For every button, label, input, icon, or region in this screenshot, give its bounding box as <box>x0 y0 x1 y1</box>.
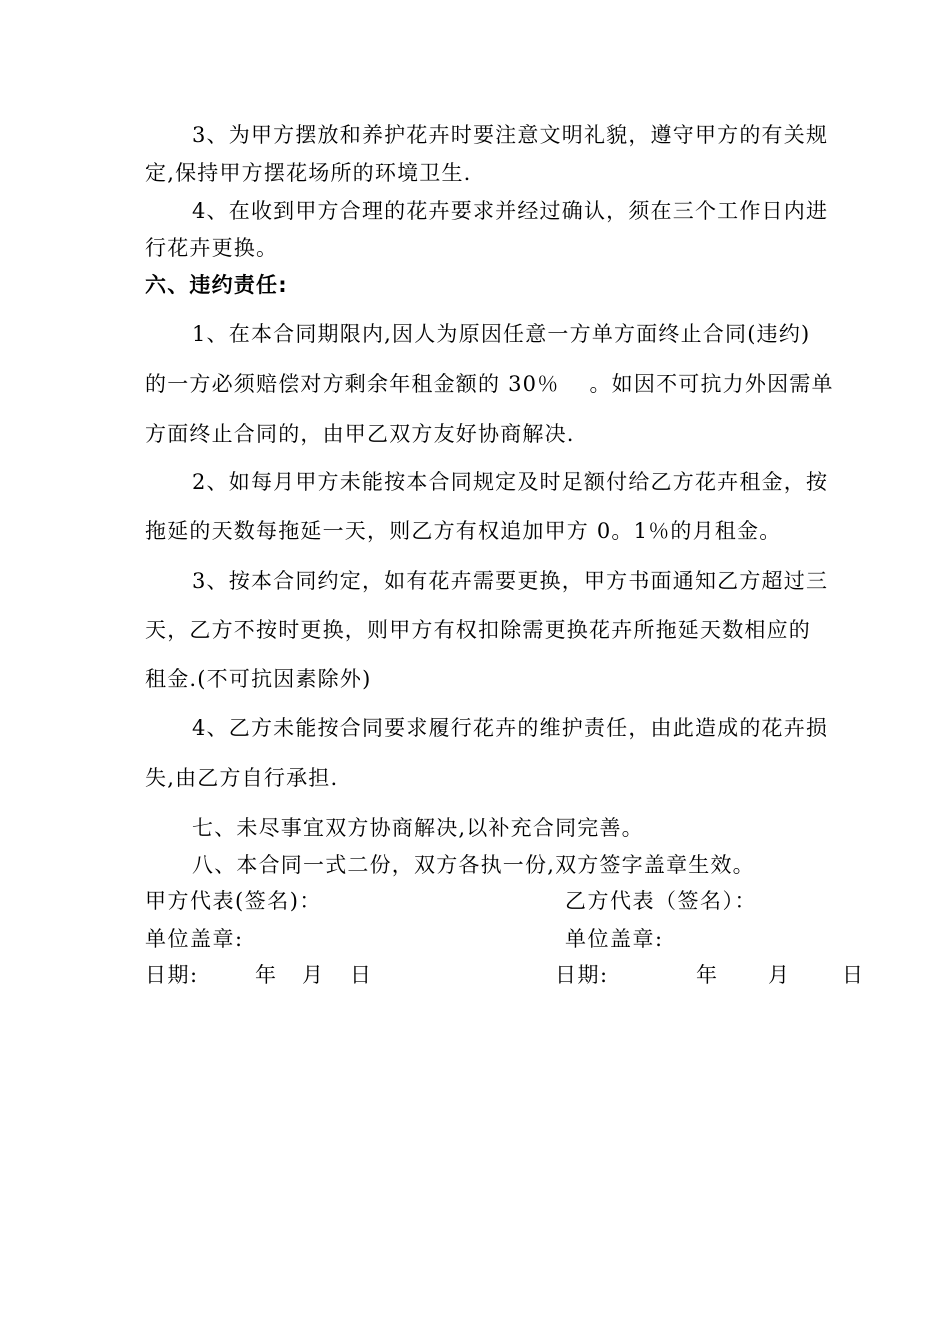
section6-item1-line2: 的一方必须赔偿对方剩余年租金额的 30％ 。如因不可抗力外因需单 <box>145 372 834 396</box>
party-a-seal-label: 单位盖章: <box>145 927 244 951</box>
section6-item2-line2: 拖延的天数每拖延一天，则乙方有权追加甲方 0。1％的月租金。 <box>145 519 782 543</box>
section5-item4-line1: 4、在收到甲方合理的花卉要求并经过确认，须在三个工作日内进 <box>192 199 829 223</box>
section7-text: 七、未尽事宜双方协商解决,以补充合同完善。 <box>192 816 644 840</box>
party-a-representative-label: 甲方代表(签名)： <box>145 889 322 913</box>
section6-item3-line3: 租金.(不可抗因素除外) <box>145 667 372 691</box>
party-b-representative-label: 乙方代表（签名）： <box>565 889 757 913</box>
section6-item2-line1: 2、如每月甲方未能按本合同规定及时足额付给乙方花卉租金，按 <box>192 470 829 494</box>
party-b-date-month: 月 <box>768 963 791 987</box>
section8-text: 八、本合同一式二份，双方各执一份,双方签字盖章生效。 <box>192 853 755 877</box>
section6-item1-line3: 方面终止合同的，由甲乙双方友好协商解决. <box>145 422 575 446</box>
party-b-seal-label: 单位盖章: <box>565 927 664 951</box>
party-a-date-day: 日 <box>350 963 373 987</box>
party-a-date-label: 日期: <box>145 963 199 987</box>
party-a-date-year: 年 <box>255 963 278 987</box>
party-b-date-day: 日 <box>842 963 865 987</box>
section6-heading: 六、违约责任: <box>145 273 288 297</box>
section5-item3-line2: 定,保持甲方摆花场所的环境卫生. <box>145 161 472 185</box>
section6-item4-line2: 失,由乙方自行承担. <box>145 766 339 790</box>
section5-item4-line2: 行花卉更换。 <box>145 236 279 260</box>
party-a-date-month: 月 <box>302 963 325 987</box>
section6-item3-line2: 天，乙方不按时更换，则甲方有权扣除需更换花卉所拖延天数相应的 <box>145 618 811 642</box>
section6-item1-line1: 1、在本合同期限内,因人为原因任意一方单方面终止合同(违约) <box>192 322 811 346</box>
party-b-date-year: 年 <box>696 963 719 987</box>
section6-item3-line1: 3、按本合同约定，如有花卉需要更换，甲方书面通知乙方超过三 <box>192 569 829 593</box>
section5-item3-line1: 3、为甲方摆放和养护花卉时要注意文明礼貌，遵守甲方的有关规 <box>192 123 829 147</box>
section6-item4-line1: 4、乙方未能按合同要求履行花卉的维护责任，由此造成的花卉损 <box>192 716 829 740</box>
party-b-date-label: 日期: <box>555 963 609 987</box>
